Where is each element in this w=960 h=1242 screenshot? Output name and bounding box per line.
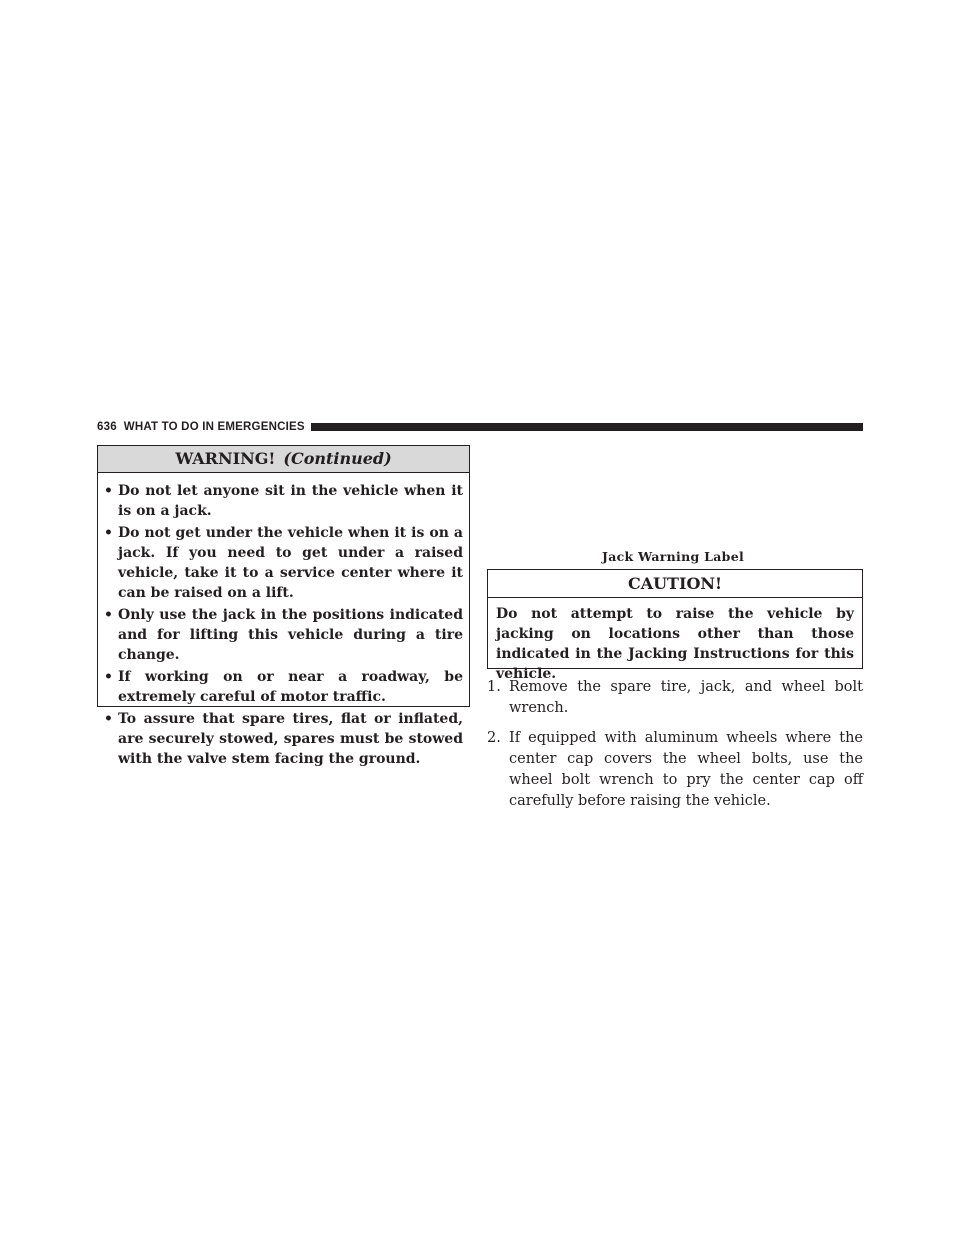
warning-box xyxy=(97,445,470,767)
step-text: If equipped with aluminum wheels where the center cap covers the wheel bolts, use the wheel bolt wrench to pry the center cap off carefully before raising the vehicle. xyxy=(509,730,863,809)
warning-list xyxy=(98,473,469,769)
caution-text: Do not attempt to raise the vehicle by jacking on locations other than those indicated in the Jacking Instructions for this vehicle. xyxy=(496,606,854,682)
bullet-icon: • xyxy=(104,483,113,499)
bullet-icon: • xyxy=(104,607,113,623)
step-item xyxy=(487,728,863,812)
warning-title: WARNING! xyxy=(175,449,276,468)
section-title: WHAT TO DO IN EMERGENCIES xyxy=(123,421,305,433)
step-list xyxy=(487,677,863,821)
warning-item: • Do not get under the vehicle when it is on a jack. If you need to get under a raised vehicle, take it to a service center where it can be raised on a lift. xyxy=(104,525,463,601)
caution-title: CAUTION! xyxy=(488,570,862,598)
page-header xyxy=(97,420,863,434)
warning-item: • Do not let anyone sit in the vehicle when it is on a jack. xyxy=(104,483,463,519)
caution-box xyxy=(487,569,863,682)
step-number: 2. xyxy=(487,730,501,746)
bullet-icon: • xyxy=(104,669,113,685)
warning-item: • Only use the jack in the positions indicated and for lifting this vehicle during a tire change. xyxy=(104,607,463,663)
warning-item: • If working on or near a roadway, be extremely careful of motor traffic. xyxy=(104,669,463,705)
bullet-icon: • xyxy=(104,711,113,727)
step-number: 1. xyxy=(487,679,501,695)
figure-caption: Jack Warning Label xyxy=(601,549,745,564)
bullet-icon: • xyxy=(104,525,113,541)
step-text: Remove the spare tire, jack, and wheel bolt wrench. xyxy=(509,679,863,716)
step-item xyxy=(487,677,863,719)
warning-continued: (Continued) xyxy=(283,449,392,468)
page-number: 636 xyxy=(97,421,117,433)
warning-header xyxy=(98,446,469,473)
warning-item: • To assure that spare tires, flat or inflated, are securely stowed, spares must be stowed with the valve stem facing the ground. xyxy=(104,711,463,767)
header-rule xyxy=(311,423,863,431)
